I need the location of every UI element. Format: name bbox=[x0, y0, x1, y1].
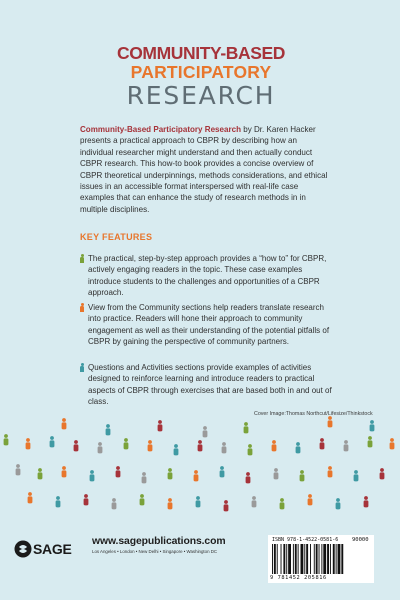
person-figure-icon bbox=[272, 440, 277, 451]
feature-text-3: Questions and Activities sections provide examples of activities designed to reinforce learning and introduce readers to practical aspects of CBPR through exercises that are based both in and out of class. bbox=[88, 363, 332, 406]
person-figure-icon bbox=[328, 416, 333, 427]
person-figure-icon bbox=[220, 466, 225, 477]
book-title bbox=[76, 44, 326, 110]
intro-book-name: Community-Based Participatory Research bbox=[80, 125, 241, 134]
person-figure-icon bbox=[148, 440, 153, 451]
person-figure-icon bbox=[296, 442, 301, 453]
sage-logo-icon bbox=[14, 540, 32, 558]
price-code: 90000 bbox=[352, 537, 369, 543]
person-figure-icon bbox=[368, 436, 373, 447]
person-figure-icon bbox=[168, 468, 173, 479]
person-figure-icon bbox=[56, 496, 61, 507]
person-figure-icon bbox=[246, 472, 251, 483]
person-figure-icon bbox=[370, 420, 375, 431]
person-figure-icon bbox=[116, 466, 121, 477]
person-figure-icon bbox=[84, 494, 89, 505]
publisher-url: www.sagepublications.com bbox=[92, 536, 226, 547]
person-figure-icon bbox=[112, 498, 117, 509]
person-figure-icon bbox=[98, 442, 103, 453]
cover-image-credit: Cover Image:Thomas Northcut/Lifesize/Thinkstock bbox=[254, 411, 373, 417]
person-figure-icon bbox=[336, 498, 341, 509]
person-figure-icon bbox=[38, 468, 43, 479]
person-figure-icon bbox=[174, 444, 179, 455]
person-figure-icon bbox=[74, 440, 79, 451]
person-figure-icon bbox=[274, 468, 279, 479]
person-figure-icon bbox=[248, 444, 253, 455]
person-figure-icon bbox=[354, 470, 359, 481]
people-figures-svg bbox=[0, 382, 400, 522]
person-figure-icon bbox=[203, 426, 208, 437]
feature-text-1: The practical, step-by-step approach provides a “how to” for CBPR, actively engaging readers in the topic. These case examples introduce students to the challenges and opportunities of a CBPR approach. bbox=[88, 254, 327, 297]
person-figure-icon bbox=[194, 470, 199, 481]
person-bullet-icon bbox=[80, 363, 84, 372]
person-figure-icon bbox=[140, 494, 145, 505]
title-line-2: PARTICIPATORY bbox=[130, 62, 272, 82]
barcode-block bbox=[268, 535, 374, 583]
barcode-bars-icon bbox=[272, 544, 370, 574]
feature-item-2 bbox=[80, 302, 332, 347]
person-figure-icon bbox=[50, 436, 55, 447]
ean-digits: 9 781452 205816 bbox=[270, 575, 327, 581]
person-bullet-icon bbox=[80, 303, 84, 312]
person-figure-icon bbox=[26, 438, 31, 449]
person-figure-icon bbox=[222, 442, 227, 453]
person-figure-icon bbox=[328, 466, 333, 477]
publisher-info bbox=[92, 536, 225, 554]
person-figure-icon bbox=[364, 496, 369, 507]
person-figure-icon bbox=[198, 440, 203, 451]
person-figure-icon bbox=[320, 438, 325, 449]
person-figure-icon bbox=[158, 420, 163, 431]
key-features-heading: KEY FEATURES bbox=[80, 232, 153, 242]
person-bullet-icon bbox=[80, 254, 84, 263]
person-figure-icon bbox=[168, 498, 173, 509]
person-figure-icon bbox=[28, 492, 33, 503]
person-figure-icon bbox=[4, 434, 9, 445]
person-figure-icon bbox=[280, 498, 285, 509]
person-figure-icon bbox=[244, 422, 249, 433]
intro-text: by Dr. Karen Hacker presents a practical approach to CBPR by describing how an individual researcher might understand and then actually conduct CBPR research. This how-to book provides a concise overview of CBPR theoretical underpinnings, methods considerations, and ethical issues in an accessible format interspersed with real-life case examples that can enhance the study of research methods in in multiple disciplines. bbox=[80, 125, 328, 214]
bullet-body bbox=[80, 306, 84, 312]
person-figure-icon bbox=[196, 496, 201, 507]
person-figure-icon bbox=[308, 494, 313, 505]
isbn-text: ISBN 978-1-4522-0581-6 bbox=[272, 537, 339, 543]
title-line-3: RESEARCH bbox=[126, 81, 276, 110]
person-figure-icon bbox=[62, 418, 67, 429]
person-figure-icon bbox=[16, 464, 21, 475]
person-figure-icon bbox=[142, 472, 147, 483]
person-figure-icon bbox=[344, 440, 349, 451]
person-figure-icon bbox=[224, 500, 229, 511]
feature-item-1 bbox=[80, 253, 332, 298]
person-figure-icon bbox=[300, 470, 305, 481]
person-figure-icon bbox=[390, 438, 395, 449]
sage-logo-text: SAGE bbox=[33, 541, 72, 557]
intro-paragraph bbox=[80, 124, 332, 215]
person-figure-icon bbox=[124, 438, 129, 449]
person-figure-icon bbox=[106, 424, 111, 435]
feature-text-2: View from the Community sections help readers translate research into practice. Readers will hone their approach to community engagement as well as their understanding of the potential pitfalls of CBPR by gaining the perspective of community partners. bbox=[88, 303, 330, 346]
person-figure-icon bbox=[252, 496, 257, 507]
title-line-1: COMMUNITY-BASED bbox=[116, 43, 286, 63]
bullet-body bbox=[80, 257, 84, 263]
publisher-cities: Los Angeles • London • New Delhi • Singapore • Washington DC bbox=[92, 549, 218, 554]
person-figure-icon bbox=[380, 468, 385, 479]
person-figure-icon bbox=[90, 470, 95, 481]
bullet-body bbox=[80, 366, 84, 372]
sage-logo bbox=[14, 540, 71, 558]
person-figure-icon bbox=[62, 466, 67, 477]
people-figures-illustration bbox=[0, 382, 400, 522]
